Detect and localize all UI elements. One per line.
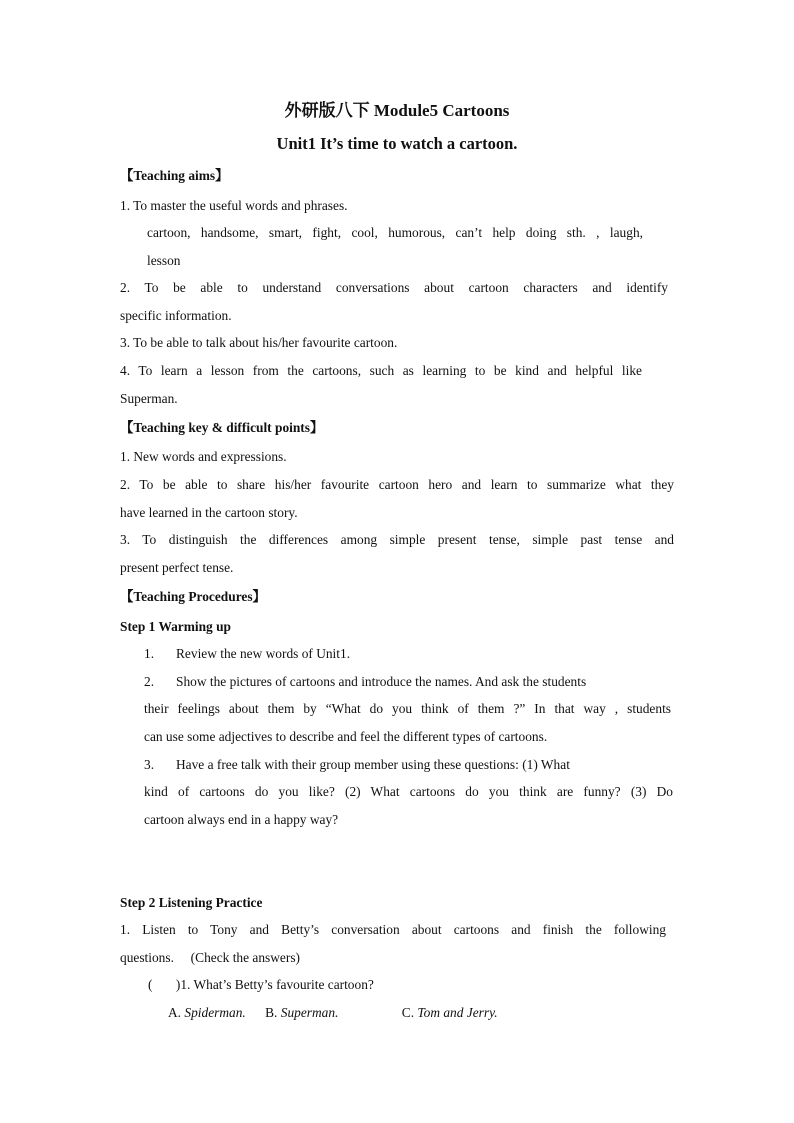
key-points-heading: 【Teaching key & difficult points】: [120, 420, 324, 435]
step1-item-1-number: 1.: [144, 646, 155, 661]
step1-item-1: [144, 645, 674, 663]
option-c: Tom and Jerry.: [417, 1005, 498, 1020]
step1-item-2-cont-2: can use some adjectives to describe and feel the different types of cartoons.: [144, 729, 548, 744]
step1-item-2-cont-1: their feelings about them by “What do you think of them ?” In that way , students: [144, 701, 671, 716]
step1-heading: Step 1 Warming up: [120, 619, 231, 634]
aims-item-3: 3. To be able to talk about his/her favourite cartoon.: [120, 335, 398, 350]
aims-item-4-cont: Superman.: [120, 391, 178, 406]
aims-heading: 【Teaching aims】: [120, 168, 229, 183]
aims-item-2-cont: specific information.: [120, 308, 232, 323]
aims-item-2: 2. To be able to understand conversations about cartoon characters and identify: [120, 280, 668, 295]
step2-item-1-cont: questions. (Check the answers): [120, 950, 300, 965]
step1-item-3-number: 3.: [144, 757, 155, 772]
option-b: Superman.: [280, 1005, 339, 1020]
step2-heading: Step 2 Listening Practice: [120, 895, 263, 910]
key-points-item-1: 1. New words and expressions.: [120, 449, 287, 464]
option-c-label: C.: [401, 1005, 415, 1020]
aims-item-1-words: cartoon, handsome, smart, fight, cool, humorous, can’t help doing sth. , laugh,: [147, 225, 643, 240]
key-points-item-3-cont: present perfect tense.: [120, 560, 234, 575]
question-1-options: [168, 1004, 568, 1022]
page-title: 外研版八下 Module5 Cartoons: [284, 101, 510, 120]
aims-item-1-words-cont: lesson: [147, 253, 181, 268]
key-points-item-2: 2. To be able to share his/her favourite cartoon hero and learn to summarize what they: [120, 477, 674, 492]
key-points-item-3: 3. To distinguish the differences among simple present tense, simple past tense and: [120, 532, 674, 547]
page-subtitle: Unit1 It’s time to watch a cartoon.: [276, 134, 518, 153]
aims-item-1: 1. To master the useful words and phrases.: [120, 198, 348, 213]
key-points-item-2-cont: have learned in the cartoon story.: [120, 505, 298, 520]
step1-item-3-cont-1: kind of cartoons do you like? (2) What cartoons do you think are funny? (3) Do: [144, 784, 673, 799]
step1-item-2-number: 2.: [144, 674, 155, 689]
aims-item-4: 4. To learn a lesson from the cartoons, such as learning to be kind and helpful like: [120, 363, 642, 378]
step2-item-1: 1. Listen to Tony and Betty’s conversation about cartoons and finish the following: [120, 922, 666, 937]
step1-item-2: [144, 673, 674, 691]
step1-item-2-text: Show the pictures of cartoons and introduce the names. And ask the students: [176, 674, 587, 689]
option-b-label: B.: [265, 1005, 278, 1020]
option-a-label: A.: [168, 1005, 182, 1020]
option-a: Spiderman.: [184, 1005, 246, 1020]
step1-item-3: [144, 756, 674, 774]
step1-item-3-text: Have a free talk with their group member using these questions: (1) What: [176, 757, 570, 772]
question-1: ( )1. What’s Betty’s favourite cartoon?: [148, 977, 374, 992]
step1-item-1-text: Review the new words of Unit1.: [176, 646, 351, 661]
step1-item-3-cont-2: cartoon always end in a happy way?: [144, 812, 339, 827]
procedures-heading: 【Teaching Procedures】: [120, 589, 266, 604]
